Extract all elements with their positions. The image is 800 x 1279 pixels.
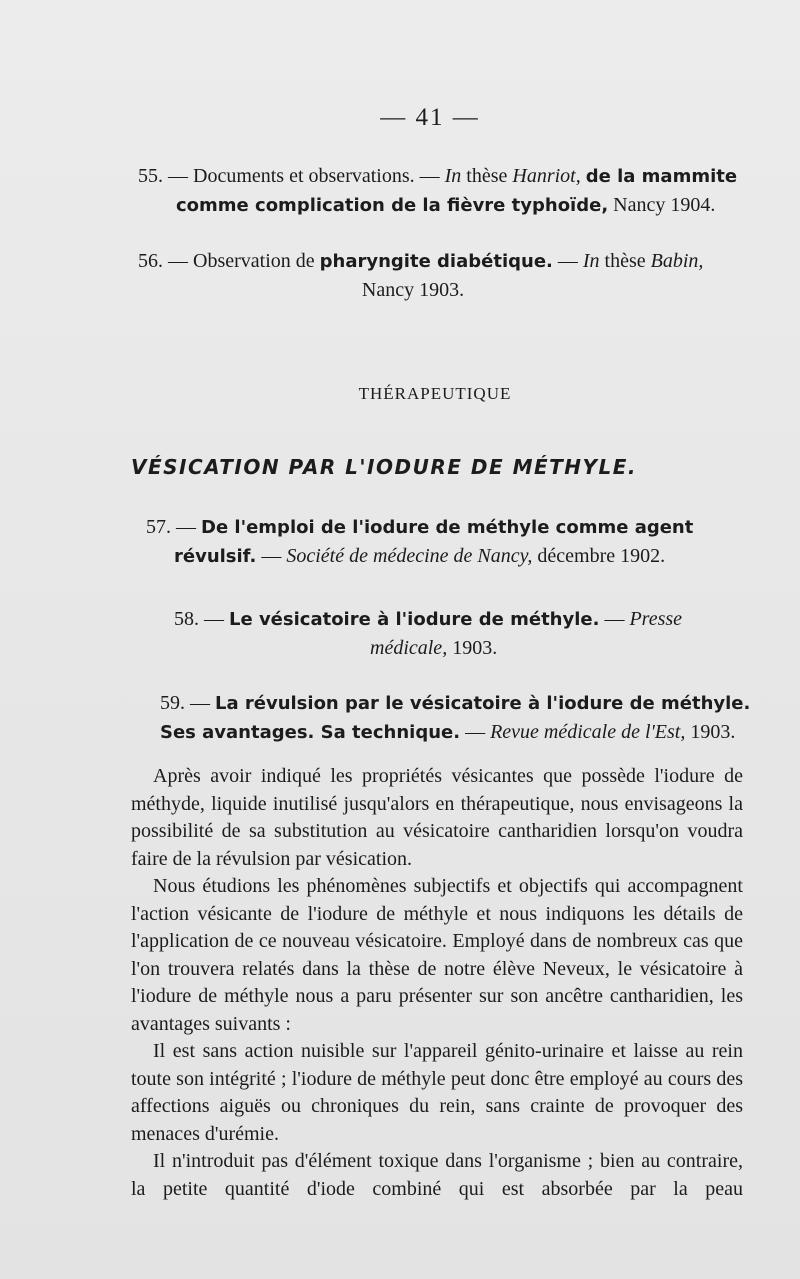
- body-text: [131, 763, 743, 1203]
- ref-number: 59.: [160, 692, 185, 714]
- ref-title-cont: révulsif.: [174, 546, 257, 567]
- ref-dash: —: [204, 608, 224, 630]
- ref-in: In: [444, 165, 462, 187]
- ref-date: 1903.: [690, 721, 736, 743]
- section-heading: THÉRAPEUTIQUE: [358, 384, 512, 403]
- ref-title: Le vésicatoire à l'iodure de méthyle.: [229, 609, 600, 630]
- ref-in: In: [582, 250, 600, 272]
- ref-dash: —: [261, 545, 282, 567]
- ref-dash: —: [465, 721, 486, 743]
- ref-title: De l'emploi de l'iodure de méthyle comme agent: [201, 517, 694, 538]
- ref-title-cont: comme complication de la fièvre typhoïde,: [176, 195, 609, 216]
- ref-journal: Société de médecine de Nancy,: [286, 545, 533, 567]
- ref-journal: Presse: [629, 608, 683, 630]
- reference-57: [146, 513, 746, 571]
- paragraph: Il n'introduit pas d'élément toxique dans l'organisme ; bien au contraire, la petite quantité d'iode combiné qui est absorbée par la peau: [131, 1150, 743, 1200]
- ref-number: 55.: [138, 165, 163, 187]
- ref-dash: —: [557, 250, 578, 272]
- ref-these: thèse: [604, 250, 646, 272]
- page-number: — 41 —: [380, 104, 480, 131]
- paragraph: Nous étudions les phénomènes subjectifs et objectifs qui accompagnent l'action vésicante de l'iodure de méthyle et nous indiquons les détails de l'application de ce nouveau vésicatoire. Employé dans de nombreux cas que l'on trouvera relatés dans la thèse de notre élève Neveux, le vésicatoire à l'iodure de méthyle nous a paru présenter sur son ancêtre cantharidien, les avantages suivants :: [131, 875, 743, 1035]
- ref-these: thèse: [466, 165, 508, 187]
- reference-56: [138, 247, 748, 304]
- ref-author: Babin,: [650, 250, 704, 272]
- ref-number: 56.: [138, 250, 163, 272]
- ref-label: — Observation de: [168, 250, 315, 272]
- ref-journal-cont: médicale,: [370, 637, 448, 659]
- ref-date: 1903.: [452, 637, 498, 659]
- ref-title: pharyngite diabétique.: [319, 251, 553, 272]
- subsection-title: VÉSICATION PAR L'IODURE DE MÉTHYLE.: [131, 455, 638, 479]
- ref-dash: —: [190, 692, 210, 714]
- paragraph: Après avoir indiqué les propriétés vésicantes que possède l'iodure de méthyde, liquide inutilisé jusqu'alors en thérapeutique, nous envisageons la possibilité de sa substitution au vésicatoire cantharidien lorsqu'on voudra faire de la révulsion par vésication.: [131, 765, 743, 870]
- ref-title-cont: Ses avantages. Sa technique.: [160, 722, 461, 743]
- ref-number: 58.: [174, 608, 199, 630]
- ref-author: Hanriot,: [512, 165, 581, 187]
- ref-journal: Revue médicale de l'Est,: [490, 721, 686, 743]
- ref-label: — Documents et observations. —: [168, 165, 440, 187]
- ref-date: décembre 1902.: [537, 545, 666, 567]
- ref-place: Nancy 1904.: [613, 194, 716, 216]
- paragraph: Il est sans action nuisible sur l'appareil génito-urinaire et laisse au rein toute son intégrité ; l'iodure de méthyle peut donc être employé au cours des affections aiguës ou chroniques du rein, sans crainte de provoquer des menaces d'urémie.: [131, 1040, 743, 1145]
- ref-number: 57.: [146, 516, 171, 538]
- reference-55: [138, 162, 748, 220]
- reference-58: [174, 605, 734, 662]
- reference-59: [160, 689, 760, 747]
- ref-title: de la mammite: [585, 166, 738, 187]
- ref-dash: —: [604, 608, 625, 630]
- ref-dash: —: [176, 516, 196, 538]
- ref-place: Nancy 1903.: [361, 279, 465, 301]
- ref-title: La révulsion par le vésicatoire à l'iodure de méthyle.: [215, 693, 751, 714]
